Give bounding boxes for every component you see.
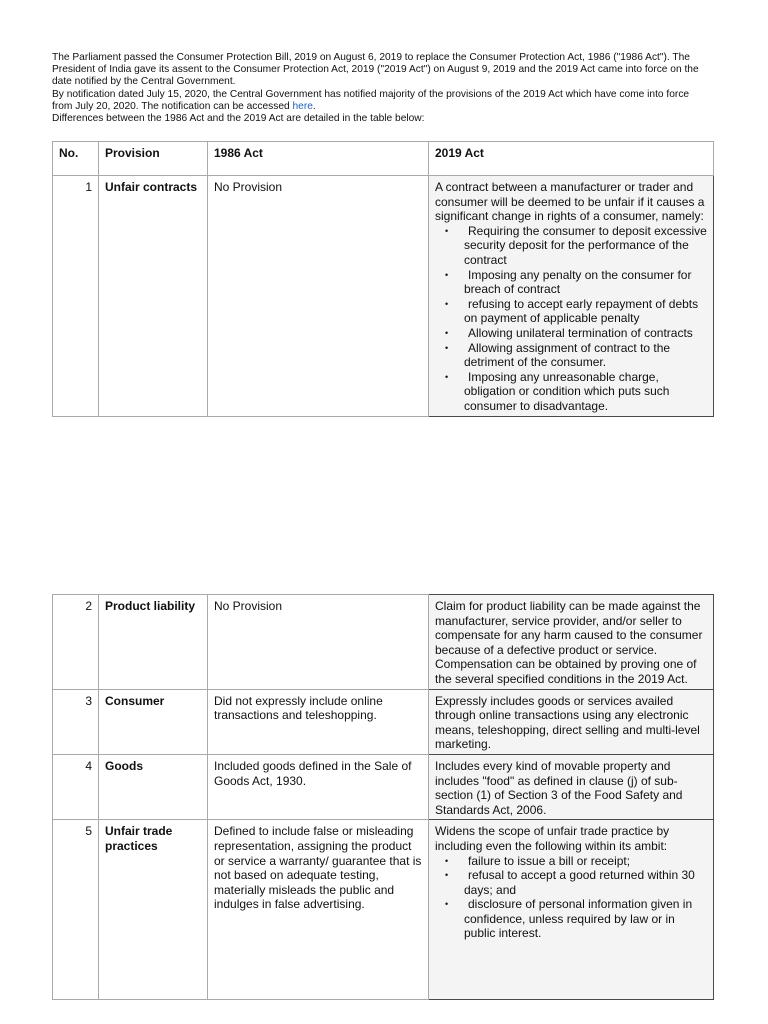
row-1986-act: No Provision [208, 176, 429, 417]
bullet-icon: • [445, 327, 449, 338]
list-item-text: Imposing any unreasonable charge, obligation or condition which puts such consumer to disadvantage. [464, 369, 670, 413]
list-item [435, 854, 707, 869]
bullet-list [435, 854, 707, 942]
list-item [435, 268, 707, 297]
bullet-icon: • [445, 225, 449, 236]
list-item [435, 370, 707, 414]
row-provision: Consumer [99, 689, 208, 754]
intro-paragraph-1: The Parliament passed the Consumer Protection Bill, 2019 on August 6, 2019 to replace the Consumer Protection Act, 1986 ("1986 Act"). The President of India gave its assent to the Consumer Protection Act, 2019 ("2019 Act") on August 9, 2019 and the 2019 Act came into force on the date notified by the Central Government. [52, 52, 699, 88]
bullet-icon: • [445, 342, 449, 353]
row-provision: Product liability [99, 595, 208, 690]
intro-text [52, 52, 712, 125]
list-item [435, 868, 707, 897]
row-number: 2 [53, 595, 99, 690]
bullet-icon: • [445, 870, 449, 881]
table-row [53, 595, 714, 690]
row-2019-act [429, 820, 714, 1000]
table-row [53, 689, 714, 754]
table-header-row [53, 142, 714, 176]
row-2019-act: Claim for product liability can be made against the manufacturer, service provider, and/or seller to compensate for any harm caused to the consumer because of a defective product or service. Compensation can be obtained by proving one of the several specified conditions in the 2019 Act. [429, 595, 714, 690]
list-item-text: Imposing any penalty on the consumer for breach of contract [464, 267, 692, 297]
row-number: 4 [53, 754, 99, 819]
intro-paragraph-3: Differences between the 1986 Act and the 2019 Act are detailed in the table below: [52, 113, 425, 125]
list-item-text: failure to issue a bill or receipt; [468, 853, 631, 868]
bullet-icon: • [445, 269, 449, 280]
table-row [53, 820, 714, 1000]
list-item [435, 341, 707, 370]
row-number: 5 [53, 820, 99, 1000]
list-item-text: Allowing assignment of contract to the detriment of the consumer. [464, 340, 671, 370]
row-2019-act: Expressly includes goods or services availed through online transactions using any electronic means, teleshopping, direct selling and multi-level marketing. [429, 689, 714, 754]
row-2019-act [429, 176, 714, 417]
header-1986-act: 1986 Act [208, 142, 429, 176]
bullet-icon: • [445, 855, 449, 866]
row-number: 1 [53, 176, 99, 417]
row-1986-act: Did not expressly include online transactions and teleshopping. [208, 689, 429, 754]
list-item-text: refusal to accept a good returned within 30 days; and [464, 868, 695, 897]
notification-link[interactable]: here [292, 100, 313, 112]
list-item-text: refusing to accept early repayment of debts on payment of applicable penalty [464, 296, 699, 326]
row-provision: Unfair contracts [99, 176, 208, 417]
header-2019-act: 2019 Act [429, 142, 714, 176]
row-1986-act: No Provision [208, 595, 429, 690]
bullet-icon: • [445, 298, 449, 309]
comparison-table-part-2 [52, 594, 714, 1000]
list-item [435, 224, 707, 268]
table-row [53, 176, 714, 417]
row-2019-act-intro: Widens the scope of unfair trade practice by including even the following within its ambit: [435, 824, 670, 853]
bullet-icon: • [445, 899, 449, 910]
list-item-text: Allowing unilateral termination of contracts [468, 325, 693, 340]
row-1986-act: Included goods defined in the Sale of Goods Act, 1930. [208, 754, 429, 819]
list-item-text: Requiring the consumer to deposit excessive security deposit for the performance of the contract [464, 223, 707, 267]
bullet-list [435, 224, 707, 414]
row-provision: Unfair trade practices [99, 820, 208, 1000]
table-row [53, 754, 714, 819]
row-provision: Goods [99, 754, 208, 819]
header-provision: Provision [99, 142, 208, 176]
intro-paragraph-2 [52, 89, 712, 113]
list-item [435, 897, 707, 941]
list-item-text: disclosure of personal information given in confidence, unless required by law or in public interest. [464, 897, 693, 941]
row-2019-act-intro: A contract between a manufacturer or trader and consumer will be deemed to be unfair if it causes a significant change in rights of a consumer, namely: [435, 180, 705, 224]
header-no: No. [53, 142, 99, 176]
bullet-icon: • [445, 371, 449, 382]
list-item [435, 297, 707, 326]
intro-paragraph-2-end: . [312, 100, 316, 112]
row-number: 3 [53, 689, 99, 754]
comparison-table-part-1 [52, 141, 714, 417]
intro-paragraph-2-text: By notification dated July 15, 2020, the Central Government has notified majority of the provisions of the 2019 Act which have come into force from July 20, 2020. The notification can be accessed [52, 88, 690, 112]
row-2019-act: Includes every kind of movable property and includes "food" as defined in clause (j) of sub-section (1) of Section 3 of the Food Safety and Standards Act, 2006. [429, 754, 714, 819]
list-item [435, 326, 707, 341]
row-1986-act: Defined to include false or misleading representation, assigning the product or service a warranty/ guarantee that is not based on adequate testing, materially misleads the public and indulges in false advertising. [208, 820, 429, 1000]
